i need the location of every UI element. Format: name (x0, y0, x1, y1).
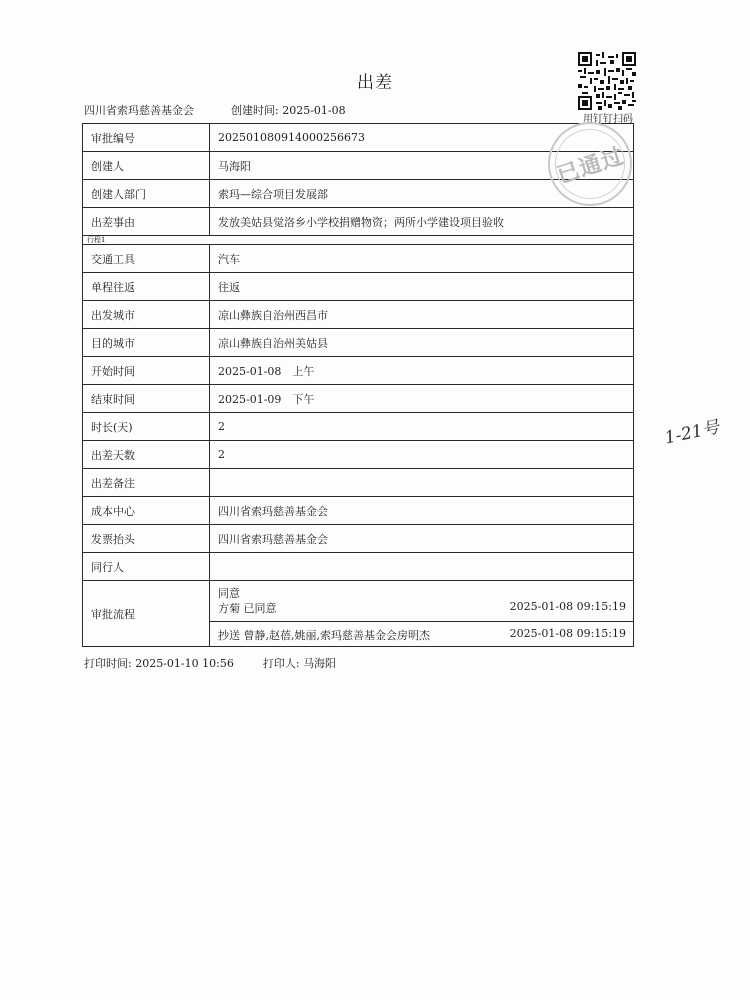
field-label: 目的城市 (83, 329, 210, 357)
organization-name: 四川省索玛慈善基金会 (84, 104, 194, 117)
field-label: 出差备注 (83, 469, 210, 497)
stamp-text: 已通过 (553, 143, 628, 189)
table-row (83, 385, 634, 413)
cost-center: 四川省索玛慈善基金会 (210, 497, 634, 525)
table-row (83, 357, 634, 385)
table-row (83, 525, 634, 553)
transport-value: 汽车 (210, 245, 634, 273)
document-title: 出差 (357, 73, 393, 93)
section-header (83, 236, 634, 245)
cc-step (210, 622, 633, 646)
created-label: 创建时间: (231, 104, 279, 117)
print-time-label: 打印时间: (84, 657, 132, 670)
travel-days: 2 (210, 441, 634, 469)
departure-city: 凉山彝族自治州西昌市 (210, 301, 634, 329)
field-label: 审批编号 (83, 124, 210, 152)
field-label: 单程往返 (83, 273, 210, 301)
print-time: 2025-01-10 10:56 (135, 657, 234, 670)
field-label: 成本中心 (83, 497, 210, 525)
approval-flow-row (83, 581, 634, 647)
table-row (83, 180, 634, 208)
approval-step (210, 581, 633, 622)
duration-days: 2 (210, 413, 634, 441)
table-row (83, 245, 634, 273)
print-info (84, 655, 336, 671)
approval-flow (210, 581, 634, 647)
header-info (84, 102, 346, 118)
field-label: 创建人部门 (83, 180, 210, 208)
trip-type-value: 往返 (210, 273, 634, 301)
cc-recipients: 抄送 曾静,赵蓓,姚丽,索玛慈善基金会房明杰 (218, 629, 430, 642)
table-row (83, 553, 634, 581)
approval-status: 同意 (218, 587, 240, 600)
end-time: 2025-01-09 下午 (210, 385, 634, 413)
travel-approval-form (82, 123, 634, 647)
table-row (83, 413, 634, 441)
field-label: 审批流程 (83, 581, 210, 647)
printer-name: 马海阳 (303, 657, 337, 670)
cc-time: 2025-01-08 09:15:19 (509, 627, 626, 640)
field-label: 同行人 (83, 553, 210, 581)
creator-department: 索玛—综合项目发展部 (210, 180, 634, 208)
table-row (83, 469, 634, 497)
field-label: 出差事由 (83, 208, 210, 236)
table-row (83, 208, 634, 236)
companions (210, 553, 634, 581)
field-label: 创建人 (83, 152, 210, 180)
field-label: 结束时间 (83, 385, 210, 413)
start-time: 2025-01-08 上午 (210, 357, 634, 385)
qr-code-icon (578, 52, 636, 110)
approver: 方菊 已同意 (218, 602, 277, 615)
table-row (83, 273, 634, 301)
creator-name: 马海阳 (210, 152, 634, 180)
table-row (83, 441, 634, 469)
field-label: 开始时间 (83, 357, 210, 385)
field-label: 交通工具 (83, 245, 210, 273)
trip-reason: 发放美姑县觉洛乡小学校捐赠物资；两所小学建设项目验收 (210, 208, 634, 236)
handwritten-note: 1-21号 (663, 417, 722, 449)
approval-time: 2025-01-08 09:15:19 (509, 600, 626, 613)
section-label: 行程1 (83, 236, 634, 245)
printer-label: 打印人: (262, 657, 300, 670)
table-row (83, 497, 634, 525)
invoice-title: 四川省索玛慈善基金会 (210, 525, 634, 553)
field-label: 发票抬头 (83, 525, 210, 553)
field-label: 出发城市 (83, 301, 210, 329)
travel-remark (210, 469, 634, 497)
field-label: 出差天数 (83, 441, 210, 469)
qr-caption: 用钉钉扫码 (583, 114, 633, 125)
table-row (83, 301, 634, 329)
created-date: 2025-01-08 (282, 104, 346, 117)
destination-city: 凉山彝族自治州美姑县 (210, 329, 634, 357)
table-row (83, 329, 634, 357)
field-label: 时长(天) (83, 413, 210, 441)
approval-number: 202501080914000256673 (210, 124, 634, 152)
